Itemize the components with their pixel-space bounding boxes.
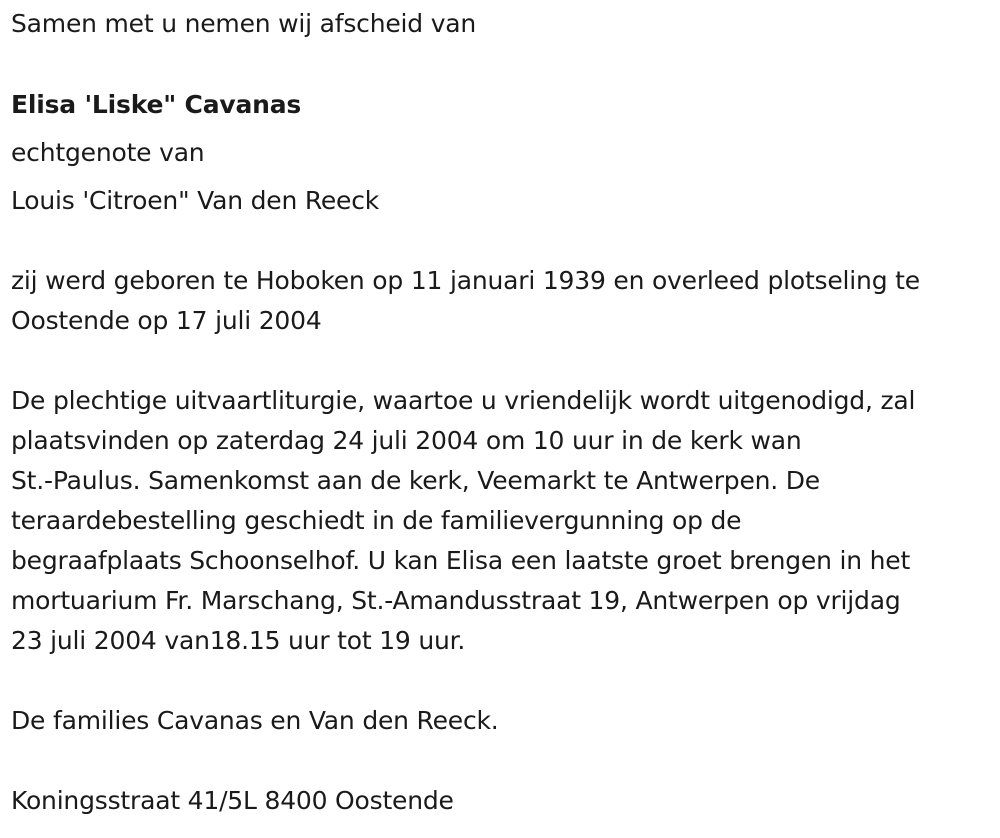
spouse-name: Louis 'Citroen" Van den Reeck [11, 186, 380, 215]
address-text: Koningsstraat 41/5L 8400 Oostende [11, 786, 454, 815]
ceremony-line: mortuarium Fr. Marschang, St.-Amandusstraat 19, Antwerpen op vrijdag [11, 586, 901, 615]
ceremony-line: teraardebestelling geschiedt in de familievergunning op de [11, 506, 742, 535]
relation-text: echtgenote van [11, 138, 205, 167]
ceremony-line: De plechtige uitvaartliturgie, waartoe u vriendelijk wordt uitgenodigd, zal [11, 386, 916, 415]
birth-death-line: zij werd geboren te Hoboken op 11 januari 1939 en overleed plotseling te [11, 266, 920, 295]
families-text: De families Cavanas en Van den Reeck. [11, 706, 499, 735]
ceremony-line: plaatsvinden op zaterdag 24 juli 2004 om 10 uur in de kerk wan [11, 426, 802, 455]
ceremony-line: St.-Paulus. Samenkomst aan de kerk, Veemarkt te Antwerpen. De [11, 466, 820, 495]
birth-death-line: Oostende op 17 juli 2004 [11, 306, 322, 335]
deceased-name: Elisa 'Liske" Cavanas [11, 90, 302, 119]
ceremony-line: begraafplaats Schoonselhof. U kan Elisa een laatste groet brengen in het [11, 546, 911, 575]
intro-text: Samen met u nemen wij afscheid van [11, 9, 477, 38]
ceremony-line: 23 juli 2004 van18.15 uur tot 19 uur. [11, 626, 466, 655]
